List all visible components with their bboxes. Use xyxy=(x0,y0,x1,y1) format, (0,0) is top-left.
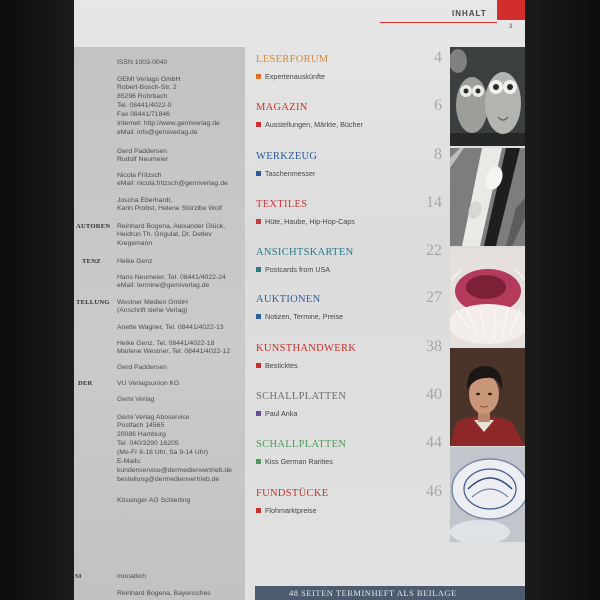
impressum-line: Tel. 08441/4022-0 xyxy=(117,102,172,110)
toc-item xyxy=(256,49,446,94)
toc-subtitle-text: Hüte, Haube, Hip-Hop-Caps xyxy=(265,217,355,226)
thumbnail-feathered-hat xyxy=(450,249,525,346)
impressum-line: Anette Wagner, Tel. 08441/4022-13 xyxy=(117,323,224,331)
impressum-line: Heidrun Th. Grigulat, Dr. Detlev xyxy=(117,231,212,239)
impressum-block xyxy=(117,274,226,292)
thumbnail-pocket-knives xyxy=(450,148,525,246)
impressum-block xyxy=(117,59,167,68)
impressum-line: eMail: termine@gemiverlag.de xyxy=(117,282,210,290)
square-bullet-icon xyxy=(256,219,261,224)
impressum-line: Gerd Paddersen xyxy=(117,363,167,371)
impressum-line: Reinhard Bogena, Alexander Glück, xyxy=(117,222,226,230)
impressum-section-label: AUTOREN xyxy=(76,223,111,230)
impressum-line: (Anschrift siehe Verlag) xyxy=(117,307,188,315)
toc-subtitle-text: Besticktes xyxy=(265,361,298,370)
toc-heading: SCHALLPLATTEN xyxy=(256,439,347,450)
toc-heading: LESERFORUM xyxy=(256,54,329,65)
toc-page-number: 4 xyxy=(434,49,442,66)
impressum-line: Robert-Bosch-Str. 2 xyxy=(117,84,177,92)
impressum-line: GEMI Verlags GmbH xyxy=(117,75,181,83)
square-bullet-icon xyxy=(256,122,261,127)
square-bullet-icon xyxy=(256,74,261,79)
toc-heading: SCHALLPLATTEN xyxy=(256,391,347,402)
impressum-line: kundenservice@dermedienvertrieb.de xyxy=(117,466,232,474)
thumbnail-singer-portrait xyxy=(450,348,525,446)
toc-item xyxy=(256,146,446,191)
toc-subtitle-text: Postcards from USA xyxy=(265,265,331,274)
toc-subtitle xyxy=(256,72,325,81)
impressum-block xyxy=(117,258,153,267)
impressum-line: Joscha Eberhardt, xyxy=(117,196,173,204)
toc-subtitle-text: Notizen, Termine, Preise xyxy=(265,312,344,321)
toc-heading: ANSICHTSKARTEN xyxy=(256,247,354,258)
impressum-line: Kössinger AG Schierling xyxy=(117,496,191,504)
impressum-block xyxy=(117,197,222,215)
toc-subtitle xyxy=(256,409,297,418)
impressum-section-label: DER xyxy=(78,380,93,387)
impressum-line: Gemi Verlag xyxy=(117,395,155,403)
impressum-section-label: TENZ xyxy=(82,258,101,265)
page-number: 3 xyxy=(509,24,513,30)
impressum-block xyxy=(117,324,224,333)
impressum-line: VU Verlagsunion KG xyxy=(117,379,180,387)
impressum-line: Nicola Fritzsch xyxy=(117,171,162,179)
impressum-block xyxy=(117,340,230,358)
toc-heading: WERKZEUG xyxy=(256,151,318,162)
impressum-line: E-Mails: xyxy=(117,457,142,465)
toc-heading: MAGAZIN xyxy=(256,102,308,113)
toc-page-number: 8 xyxy=(434,146,442,163)
impressum-block xyxy=(117,573,146,582)
supplement-banner-text: 48 SEITEN TERMINHEFT ALS BEILAGE xyxy=(289,588,457,598)
toc-heading: KUNSTHANDWERK xyxy=(256,343,357,354)
supplement-banner xyxy=(255,586,525,600)
impressum-line: Heike Genz, Tel. 08441/4022-18 xyxy=(117,339,215,347)
toc-item xyxy=(256,483,446,528)
square-bullet-icon xyxy=(256,314,261,319)
impressum-line: Marlene Westner, Tel. 08441/4022-12 xyxy=(117,348,231,356)
toc-subtitle-text: Taschenmesser xyxy=(265,169,316,178)
impressum-line: Hans Neumeier, Tel. 08441/4022-24 xyxy=(117,273,226,281)
toc-item xyxy=(256,434,446,479)
impressum-block xyxy=(117,299,188,317)
impressum-line: Gerd Paddersen xyxy=(117,147,167,155)
impressum-block xyxy=(117,223,225,250)
impressum-line: bestellung@dermedienvertrieb.de xyxy=(117,475,220,483)
square-bullet-icon xyxy=(256,411,261,416)
impressum-line: Reinhard Bogena, Bayerisches xyxy=(117,589,211,597)
toc-page-number: 27 xyxy=(426,289,442,306)
photo-right-margin xyxy=(525,0,600,600)
toc-page-number: 40 xyxy=(426,386,442,403)
toc-subtitle xyxy=(256,217,355,226)
impressum-line: ISSN 1003-0040 xyxy=(117,58,168,66)
impressum-line: Westner Medien GmbH xyxy=(117,298,188,306)
thumbnail-owl-figurines xyxy=(450,47,525,146)
impressum-line: (Mo-Fr 8-18 Uhr, Sa 9-14 Uhr) xyxy=(117,449,209,457)
toc-subtitle-text: Ausstellungen, Märkte, Bücher xyxy=(265,120,363,129)
toc-heading: AUKTIONEN xyxy=(256,294,321,305)
toc-item xyxy=(256,194,446,239)
thumbnail-ceramic-plates xyxy=(450,447,525,542)
section-title: INHALT xyxy=(452,9,487,18)
header-rule xyxy=(380,22,497,23)
impressum-line: 85296 Rohrbach xyxy=(117,93,168,101)
impressum-line: Fax 08441/71846 xyxy=(117,111,170,119)
toc-subtitle xyxy=(256,457,333,466)
toc-item xyxy=(256,386,446,431)
toc-heading: FUNDSTÜCKE xyxy=(256,488,329,499)
toc-page-number: 6 xyxy=(434,97,442,114)
square-bullet-icon xyxy=(256,171,261,176)
toc-item xyxy=(256,338,446,383)
impressum-line: Heike Genz xyxy=(117,257,153,265)
impressum-line: monatlich xyxy=(117,572,147,580)
toc-subtitle xyxy=(256,120,363,129)
impressum-section-label: SI xyxy=(75,573,82,580)
impressum-line: Tel. 040/3290 16205 xyxy=(117,440,179,448)
impressum-line: eMail: info@gemiverlag.de xyxy=(117,128,198,136)
photo-left-margin xyxy=(0,0,74,600)
square-bullet-icon xyxy=(256,459,261,464)
toc-item xyxy=(256,97,446,142)
impressum-section-label: TELLUNG xyxy=(76,299,110,306)
toc-page-number: 38 xyxy=(426,338,442,355)
toc-subtitle-text: Flohmarktpreise xyxy=(265,506,317,515)
impressum-line: Rudolf Neumeier xyxy=(117,156,168,164)
red-corner-tab xyxy=(497,0,525,20)
impressum-line: Postfach 14565 xyxy=(117,422,165,430)
toc-item xyxy=(256,242,446,287)
impressum-line: 20086 Hamburg xyxy=(117,431,166,439)
toc-heading: TEXTILES xyxy=(256,199,308,210)
toc-subtitle xyxy=(256,312,343,321)
impressum-block xyxy=(117,148,168,166)
square-bullet-icon xyxy=(256,267,261,272)
impressum-line: Kregemann xyxy=(117,240,153,248)
impressum-line: eMail: nicola.fritzsch@gemiverlag.de xyxy=(117,180,228,188)
impressum-block xyxy=(117,497,190,506)
impressum-block xyxy=(117,396,154,405)
toc-page-number: 22 xyxy=(426,242,442,259)
impressum-block xyxy=(117,380,179,389)
impressum-block xyxy=(117,364,167,373)
toc-subtitle xyxy=(256,169,315,178)
square-bullet-icon xyxy=(256,508,261,513)
impressum-line: Karin Probst, Helene Stürzlbe Wolf xyxy=(117,205,222,213)
impressum-block xyxy=(117,76,220,138)
toc-page-number: 44 xyxy=(426,434,442,451)
toc-page-number: 14 xyxy=(426,194,442,211)
toc-item xyxy=(256,289,446,334)
toc-subtitle-text: Expertenauskünfte xyxy=(265,72,325,81)
toc-subtitle-text: Paul Anka xyxy=(265,409,298,418)
impressum-line: Internet: http://www.gemiverlag.de xyxy=(117,119,220,127)
impressum-block xyxy=(117,414,232,485)
toc-subtitle-text: Kiss German Rarities xyxy=(265,457,333,466)
impressum-block xyxy=(117,172,228,190)
square-bullet-icon xyxy=(256,363,261,368)
toc-subtitle xyxy=(256,361,298,370)
toc-subtitle xyxy=(256,265,330,274)
toc-page-number: 46 xyxy=(426,483,442,500)
impressum-line: Gemi Verlag Aboservice xyxy=(117,413,190,421)
toc-subtitle xyxy=(256,506,317,515)
impressum-block xyxy=(117,590,211,599)
